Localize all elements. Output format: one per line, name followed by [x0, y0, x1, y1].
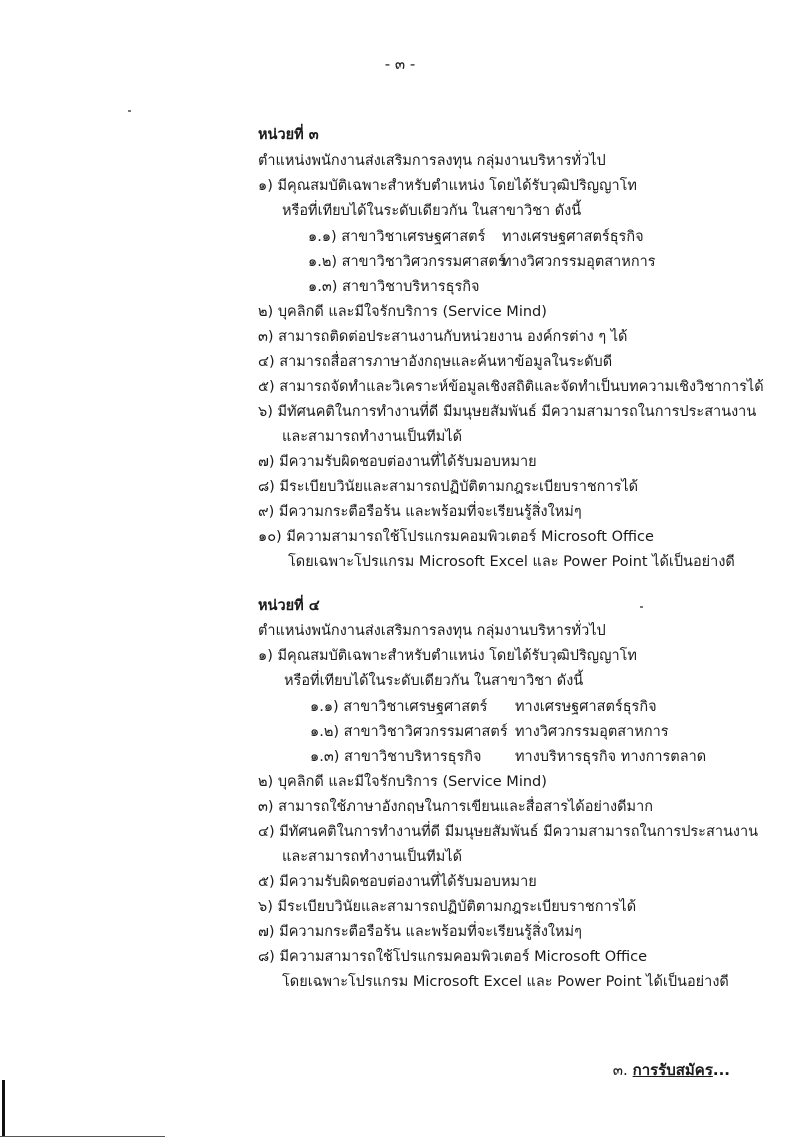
unit-4-sub-3: ๑.๓) สาขาวิชาบริหารธุรกิจ: [310, 749, 482, 765]
unit-3-item-2: ๒) บุคลิกดี และมีใจรักบริการ (Service Mind): [258, 304, 547, 320]
unit-4-item-1-cont: หรือที่เทียบได้ในระดับเดียวกัน ในสาขาวิชา ดังนี้: [284, 673, 584, 689]
next-section-title: การรับสมัคร: [632, 1061, 713, 1079]
unit-4-sub-2: ๑.๒) สาขาวิชาวิศวกรรมศาสตร์: [310, 724, 508, 740]
unit-4-sub-1: ๑.๑) สาขาวิชาเศรษฐศาสตร์: [310, 699, 488, 715]
unit-3-item-10-cont: โดยเฉพาะโปรแกรม Microsoft Excel และ Power Point ได้เป็นอย่างดี: [288, 554, 735, 570]
unit-4-item-5: ๕) มีความรับผิดชอบต่องานที่ได้รับมอบหมาย: [258, 874, 537, 890]
unit-3-item-6-cont: และสามารถทำงานเป็นทีมได้: [282, 429, 463, 445]
unit-3-item-1: ๑) มีคุณสมบัติเฉพาะสำหรับตำแหน่ง โดยได้รับวุฒิปริญญาโท: [258, 178, 637, 194]
unit-4-item-2: ๒) บุคลิกดี และมีใจรักบริการ (Service Mind): [258, 774, 547, 790]
unit-4-item-4: ๔) มีทัศนคติในการทำงานที่ดี มีมนุษยสัมพันธ์ มีความสามารถในการประสานงาน: [258, 824, 759, 840]
unit-3-sub-3: ๑.๓) สาขาวิชาบริหารธุรกิจ: [308, 279, 480, 295]
unit-3-heading: หน่วยที่ ๓: [258, 127, 319, 143]
unit-3-item-8: ๘) มีระเบียบวินัยและสามารถปฏิบัติตามกฎระเบียบราชการได้: [258, 479, 639, 495]
unit-3-item-7: ๗) มีความรับผิดชอบต่องานที่ได้รับมอบหมาย: [258, 454, 537, 470]
bottom-rule: [0, 1136, 165, 1137]
next-section-number: ๓.: [612, 1061, 628, 1079]
unit-4-item-8: ๘) มีความสามารถใช้โปรแกรมคอมพิวเตอร์ Microsoft Office: [258, 949, 648, 965]
unit-3-sub-1-detail: ทางเศรษฐศาสตร์ธุรกิจ: [502, 229, 644, 245]
unit-4-item-1: ๑) มีคุณสมบัติเฉพาะสำหรับตำแหน่ง โดยได้รับวุฒิปริญญาโท: [258, 648, 637, 664]
unit-3-item-10: ๑๐) มีความสามารถใช้โปรแกรมคอมพิวเตอร์ Microsoft Office: [258, 529, 654, 545]
unit-4-heading: หน่วยที่ ๔: [258, 598, 320, 614]
unit-3-item-9: ๙) มีความกระตือรือร้น และพร้อมที่จะเรียนรู้สิ่งใหม่ๆ: [258, 504, 582, 520]
unit-4-item-6: ๖) มีระเบียบวินัยและสามารถปฏิบัติตามกฎระเบียบราชการได้: [258, 899, 637, 915]
next-section-ellipsis: ...: [712, 1061, 730, 1079]
unit-3-item-6: ๖) มีทัศนคติในการทำงานที่ดี มีมนุษยสัมพันธ์ มีความสามารถในการประสานงาน: [258, 404, 757, 420]
page-number: - ๓ -: [384, 55, 416, 73]
scan-speck: [128, 110, 131, 112]
unit-3-sub-1: ๑.๑) สาขาวิชาเศรษฐศาสตร์: [308, 229, 486, 245]
unit-4-sub-3-detail: ทางบริหารธุรกิจ ทางการตลาด: [515, 749, 707, 765]
scan-edge-mark: [2, 1080, 5, 1136]
unit-4-sub-2-detail: ทางวิศวกรรมอุตสาหการ: [515, 724, 669, 740]
unit-3-position: ตำแหน่งพนักงานส่งเสริมการลงทุน กลุ่มงานบริหารทั่วไป: [258, 153, 606, 169]
unit-4-sub-1-detail: ทางเศรษฐศาสตร์ธุรกิจ: [515, 699, 657, 715]
scan-speck: [640, 606, 643, 608]
unit-3-item-3: ๓) สามารถติดต่อประสานงานกับหน่วยงาน องค์กรต่าง ๆ ได้: [258, 329, 628, 345]
unit-3-item-4: ๔) สามารถสื่อสารภาษาอังกฤษและค้นหาข้อมูลในระดับดี: [258, 354, 613, 370]
unit-3-item-5: ๕) สามารถจัดทำและวิเคราะห์ข้อมูลเชิงสถิติและจัดทำเป็นบทความเชิงวิชาการได้: [258, 379, 764, 395]
unit-4-item-3: ๓) สามารถใช้ภาษาอังกฤษในการเขียนและสื่อสารได้อย่างดีมาก: [258, 799, 654, 815]
unit-3-sub-2-detail: ทางวิศวกรรมอุตสาหการ: [502, 254, 656, 270]
unit-3-item-1-cont: หรือที่เทียบได้ในระดับเดียวกัน ในสาขาวิชา ดังนี้: [282, 203, 582, 219]
unit-3-sub-2: ๑.๒) สาขาวิชาวิศวกรรมศาสตร์: [308, 254, 506, 270]
unit-4-item-8-cont: โดยเฉพาะโปรแกรม Microsoft Excel และ Power Point ได้เป็นอย่างดี: [282, 974, 729, 990]
unit-4-item-7: ๗) มีความกระตือรือร้น และพร้อมที่จะเรียนรู้สิ่งใหม่ๆ: [258, 924, 582, 940]
next-section-reference: [613, 1058, 730, 1082]
unit-4-item-4-cont: และสามารถทำงานเป็นทีมได้: [282, 849, 463, 865]
unit-4-position: ตำแหน่งพนักงานส่งเสริมการลงทุน กลุ่มงานบริหารทั่วไป: [258, 623, 606, 639]
